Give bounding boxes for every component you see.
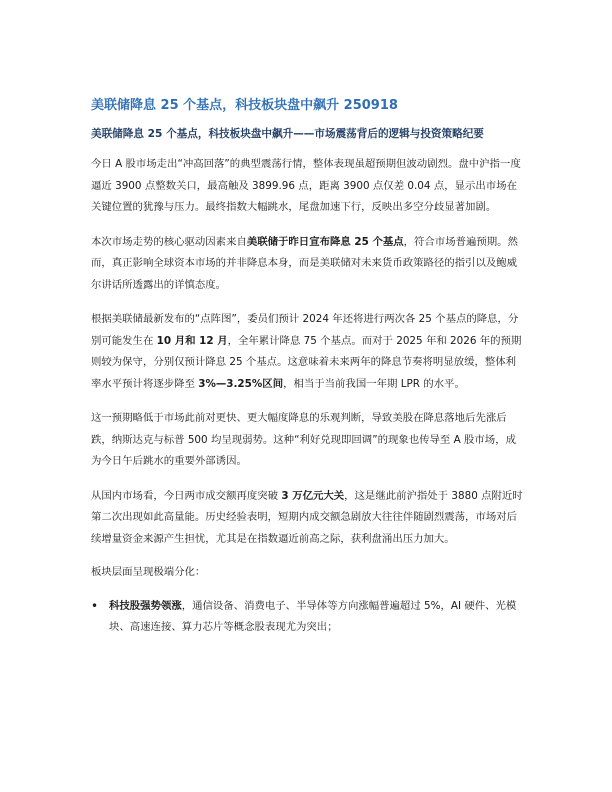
sector-bullet-list (91, 596, 523, 639)
paragraph-text: 本次市场走势的核心驱动因素来自 (91, 235, 247, 248)
article-body (91, 97, 523, 639)
paragraph-text: ，相当于当前我国一年期 LPR 的水平。 (283, 377, 465, 390)
bold-highlight: 美联储于昨日宣布降息 25 个基点 (246, 235, 404, 248)
paragraph-dot-plot (91, 309, 523, 395)
article-title: 美联储降息 25 个基点，科技板块盘中飙升 250918 (91, 98, 398, 113)
paragraph-text: 根据美联储最新发布的“点阵图”，委员们预计 2024 年还将进行两次各 25 个基点的降息，分别可能发生在 (91, 313, 519, 347)
paragraph-us-stocks (91, 408, 523, 473)
paragraph-text: 今日 A 股市场走出“冲高回落”的典型震荡行情，整体表现虽超预期但波动剧烈。盘中沪指一度逼近 3900 点整数关口，最高触及 3899.96 点，距离 3900 点仅差 0.04 点，显示出市场在关键位置的犹豫与压力。最终指数大幅跳水，尾盘加速下行，反映出多空分歧显著加剧。 (91, 158, 521, 213)
paragraph-text: ，全年累计降息 75 个基点。而对于 2025 年和 2026 年的预期则较为保守，分别仅预计降息 25 个基点。这意味着未来两年的降息节奏将明显放缓，整体利率水平预计将逐步降至 (91, 334, 522, 390)
paragraph-text: ，符合市场普遍预期。然而，真正影响全球资本市场的并非降息本身，而是美联储对未来货币政策路径的指引以及鲍威尔讲话所透露出的详慎态度。 (91, 235, 518, 291)
bullet-dot-icon: • (91, 598, 99, 613)
paragraph-text: 这一预期略低于市场此前对更快、更大幅度降息的乐观判断，导致美股在降息落地后先涨后跌，纳斯达克与标普 500 均呈现弱势。这种“利好兑现即回调”的现象也传导至 A 股市场，成为今日午后跳水的重要外部诱因。 (91, 412, 516, 467)
paragraph-domestic-volume (91, 486, 523, 551)
bold-highlight: 10 月和 12 月 (156, 334, 228, 347)
paragraph-text: 从国内市场看，今日两市成交额再度突破 (91, 489, 282, 502)
bold-highlight: 3 万亿元大关 (281, 489, 345, 502)
paragraph-market-overview (91, 154, 523, 219)
paragraph-text: 板块层面呈现极端分化： (91, 566, 206, 578)
paragraph-sector-intro (91, 562, 523, 584)
paragraph-text: ，这是继此前沪指处于 3880 点附近时第二次出现如此高量能。历史经验表明，短期内成交额急剧放大往往伴随剧烈震荡，市场对后续增量资金来源产生担忧，尤其是在指数逼近前高之际，获利盘涌出压力加大。 (91, 489, 523, 545)
article-subtitle: 美联储降息 25 个基点，科技板块盘中飙升——市场震荡背后的逻辑与投资策略纪要 (91, 128, 484, 140)
list-item (91, 596, 523, 639)
list-item-text: ，通信设备、消费电子、半导体等方向涨幅普遍超过 5%，AI 硬件、光模块、高速连接、算力芯片等概念股表现尤为突出； (109, 599, 517, 633)
bold-highlight: 科技股强势领涨 (109, 599, 182, 612)
paragraph-fed-driver (91, 232, 523, 297)
bold-highlight: 3%—3.25%区间 (198, 377, 284, 390)
